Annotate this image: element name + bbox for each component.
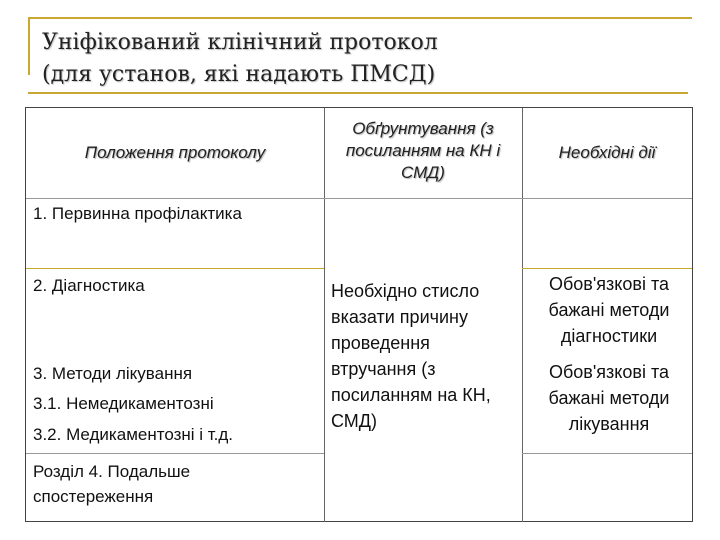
- row-treatment-methods: 3. Методи лікування: [33, 364, 193, 383]
- column-divider-2: [522, 108, 523, 522]
- row-divider-1: [26, 268, 324, 269]
- title-frame-top: [28, 17, 692, 19]
- title-frame-left: [28, 17, 30, 75]
- slide-title: Уніфікований клінічний протокол (для установ, які надають ПМСД): [42, 30, 438, 87]
- header-justification: Обґрунтування (з посиланням на КН і СМД): [345, 119, 501, 182]
- header-divider: [28, 92, 688, 94]
- actions-diagnostics: Обов'язкові та бажані методи діагностики: [548, 274, 670, 346]
- row-non-drug-treatment: 3.1. Немедикаментозні: [33, 394, 214, 413]
- justification-text: Необхідно стисло вказати причину проведення втручання (з посиланням на КН, СМД): [331, 281, 491, 431]
- protocol-table: [25, 107, 693, 522]
- header-protocol-provisions: Положення протоколу: [84, 143, 266, 162]
- row-divider-1-right: [522, 268, 692, 269]
- row-divider-2-right: [522, 453, 692, 454]
- actions-treatment: Обов'язкові та бажані методи лікування: [548, 362, 670, 434]
- header-required-actions: Необхідні дії: [558, 143, 656, 162]
- row-drug-treatment: 3.2. Медикаментозні і т.д.: [33, 425, 234, 444]
- column-divider-1: [324, 108, 325, 522]
- row-followup: Розділ 4. Подальше спостереження: [33, 462, 191, 506]
- row-divider-2: [26, 453, 324, 454]
- row-primary-prevention: 1. Первинна профілактика: [33, 204, 242, 223]
- row-diagnostics: 2. Діагностика: [33, 276, 145, 295]
- header-row-divider: [26, 198, 692, 199]
